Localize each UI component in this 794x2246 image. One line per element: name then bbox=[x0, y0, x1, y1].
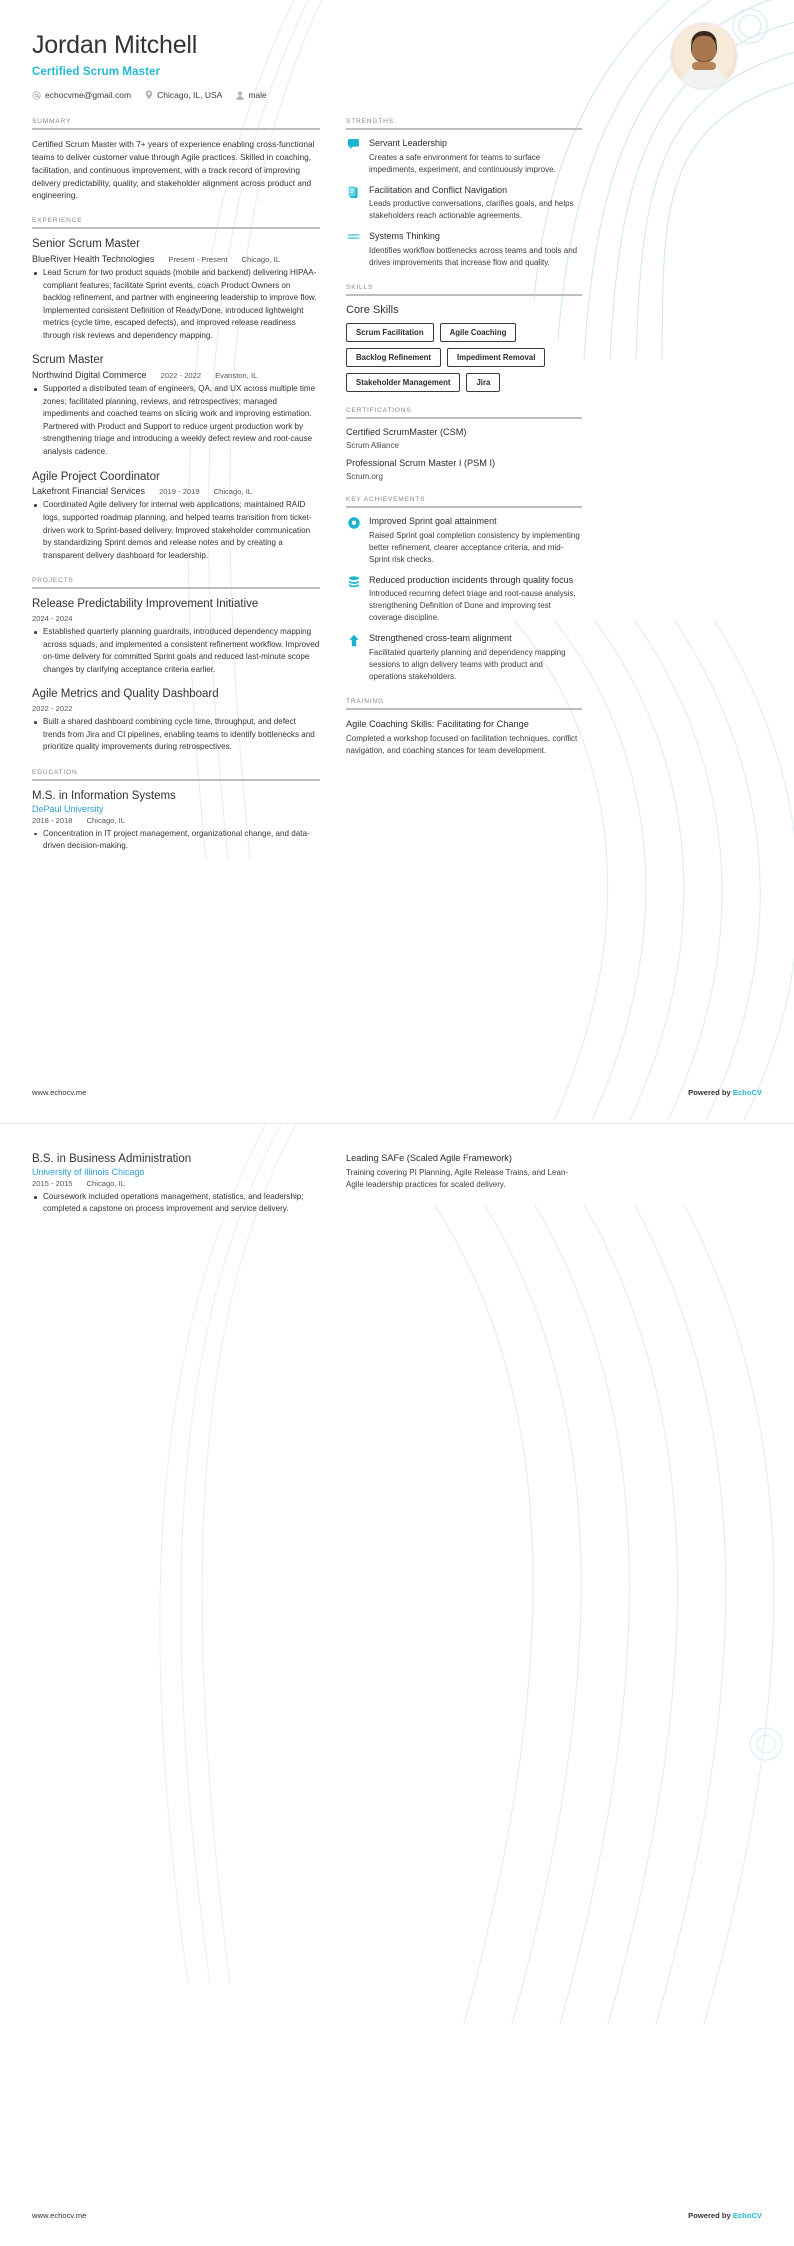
page-title: Jordan Mitchell bbox=[32, 31, 198, 59]
section-certifications bbox=[346, 407, 582, 481]
section-strengths bbox=[346, 118, 582, 269]
strength-desc: Leads productive conversations, clarifies goals, and helps stakeholders reach actionable agreements. bbox=[369, 199, 574, 221]
resume-page-2 bbox=[0, 1123, 794, 2246]
section-training bbox=[346, 698, 582, 757]
entry-dates: 2024 - 2024 bbox=[32, 614, 73, 624]
entry-location: Chicago, IL bbox=[241, 255, 280, 265]
skills-group-title: Core Skills bbox=[346, 304, 399, 317]
section-label-experience: EXPERIENCE bbox=[32, 217, 83, 225]
section-rule bbox=[346, 294, 582, 296]
bullet-item: Concentration in IT project management, organizational change, and data-driven decision-making. bbox=[32, 828, 320, 853]
strength-title: Systems Thinking bbox=[369, 231, 440, 242]
entry-organization: BlueRiver Health Technologies bbox=[32, 254, 155, 265]
bullet-item: Lead Scrum for two product squads (mobile and backend) delivering HIPAA-compliant features; facilitate Sprint events, coach Product Owners on backlog refinement, and partner with engineering leadership to improve flow. Implemented consistent Definition of Ready/Done, introduced lightweight metrics (cycle time, escaped defects), and improved release readiness through risk reviews and dependency mapping. bbox=[32, 267, 320, 342]
section-label-summary: SUMMARY bbox=[32, 118, 72, 125]
email-icon bbox=[32, 91, 41, 100]
entry-location: Chicago, IL bbox=[86, 815, 125, 825]
education-entry bbox=[32, 1152, 320, 1216]
equals-lines-icon bbox=[346, 231, 361, 241]
achievement-desc: Raised Sprint goal completion consistency by implementing better refinement, clearer acceptance criteria, and mid-Sprint risk checks. bbox=[369, 530, 580, 564]
entry-bullets bbox=[32, 626, 320, 676]
experience-entry bbox=[32, 237, 320, 342]
achievement-title: Improved Sprint goal attainment bbox=[369, 515, 497, 526]
contact-email[interactable] bbox=[32, 90, 131, 100]
section-training-continued bbox=[346, 1152, 582, 1191]
training-name: Agile Coaching Skills: Facilitating for Change bbox=[346, 719, 529, 730]
training-desc: Completed a workshop focused on facilitation techniques, conflict navigation, and coaching stances for team development. bbox=[346, 734, 578, 756]
strength-item bbox=[346, 185, 582, 223]
decorative-arcs-left-page2 bbox=[60, 1123, 360, 1984]
speech-bubble-icon bbox=[346, 138, 361, 151]
experience-entry bbox=[32, 470, 320, 563]
right-column bbox=[346, 118, 582, 772]
footer-brand-name: EchoCV bbox=[732, 1088, 762, 1097]
bullet-item: Coordinated Agile delivery for internal web applications; maintained RAID logs, supported roadmap planning, and helped teams transition from ticket-driven work to Sprint-based delivery. Improved stakeholder communication by standardizing Sprint demos and release notes and by creating a transparent delivery dashboard for leadership. bbox=[32, 499, 320, 562]
certification-name: Professional Scrum Master I (PSM I) bbox=[346, 458, 496, 469]
contact-location bbox=[145, 90, 222, 100]
section-label-strengths: STRENGTHS bbox=[346, 118, 394, 125]
person-icon bbox=[236, 91, 244, 100]
entry-organization[interactable]: University of Illinois Chicago bbox=[32, 1166, 145, 1177]
strength-title: Facilitation and Conflict Navigation bbox=[369, 184, 508, 195]
section-rule bbox=[32, 779, 320, 781]
section-label-certifications: CERTIFICATIONS bbox=[346, 407, 412, 415]
strength-item bbox=[346, 138, 582, 176]
entry-dates: 2015 - 2015 bbox=[32, 1178, 73, 1188]
contact-gender bbox=[236, 90, 266, 100]
strength-title: Servant Leadership bbox=[369, 138, 448, 148]
training-item bbox=[346, 718, 582, 757]
entry-organization: Lakefront Financial Services bbox=[32, 486, 146, 497]
achievement-title: Strengthened cross-team alignment bbox=[369, 633, 512, 644]
project-entry bbox=[32, 597, 320, 676]
entry-title: Agile Project Coordinator bbox=[32, 470, 160, 483]
section-experience bbox=[32, 217, 320, 562]
section-rule bbox=[346, 128, 582, 130]
section-rule bbox=[346, 417, 582, 419]
achievement-desc: Introduced recurring defect triage and root-cause analysis, strengthening Definition of Done and improving test coverage discipline. bbox=[369, 589, 576, 623]
contact-row bbox=[32, 90, 762, 100]
strength-desc: Identifies workflow bottlenecks across teams and tools and drives improvements that increase flow and quality. bbox=[369, 246, 578, 268]
certification-item bbox=[346, 458, 582, 481]
entry-location: Chicago, IL bbox=[86, 1178, 125, 1188]
avatar bbox=[670, 22, 738, 90]
project-entry bbox=[32, 687, 320, 754]
section-education bbox=[32, 769, 320, 853]
section-rule bbox=[32, 587, 320, 589]
skill-pill[interactable]: Impediment Removal bbox=[447, 348, 545, 367]
entry-location: Chicago, IL bbox=[213, 487, 253, 497]
job-title: Certified Scrum Master bbox=[32, 66, 161, 78]
contact-gender-text: male bbox=[248, 90, 267, 100]
experience-entry bbox=[32, 353, 320, 458]
entry-title: Scrum Master bbox=[32, 354, 104, 367]
resume-header bbox=[32, 0, 762, 100]
strength-item bbox=[346, 231, 582, 269]
certification-name: Certified ScrumMaster (CSM) bbox=[346, 427, 467, 438]
left-column bbox=[32, 118, 320, 868]
entry-organization: Northwind Digital Commerce bbox=[32, 370, 147, 381]
skill-pill[interactable]: Scrum Facilitation bbox=[346, 323, 434, 342]
entry-bullets bbox=[32, 267, 320, 342]
footer-powered-prefix: Powered by bbox=[688, 1088, 733, 1097]
strength-desc: Creates a safe environment for teams to surface impediments, experiment, and continuously improve. bbox=[369, 152, 556, 174]
achievement-item bbox=[346, 633, 582, 683]
skill-pill[interactable]: Stakeholder Management bbox=[346, 373, 460, 392]
section-label-skills: SKILLS bbox=[346, 284, 374, 292]
entry-bullets bbox=[32, 1191, 320, 1216]
footer-brand bbox=[688, 1088, 762, 1097]
bullet-item: Built a shared dashboard combining cycle time, throughput, and defect trends from Jira and CI pipelines, enabling teams to identify bottlenecks and prioritize quality improvements during retrospectives. bbox=[32, 716, 320, 754]
footer-powered-prefix: Powered by bbox=[688, 2211, 733, 2220]
location-pin-icon bbox=[145, 90, 153, 100]
training-item bbox=[346, 1152, 582, 1191]
entry-dates: Present - Present bbox=[168, 255, 228, 265]
entry-bullets bbox=[32, 716, 320, 754]
page-footer bbox=[32, 2211, 762, 2220]
section-skills bbox=[346, 284, 582, 392]
section-rule bbox=[346, 506, 582, 508]
achievement-item bbox=[346, 516, 582, 566]
certification-item bbox=[346, 427, 582, 450]
decorative-waves-page2 bbox=[394, 1204, 794, 2024]
skill-pill[interactable]: Jira bbox=[466, 373, 500, 392]
certification-issuer: Scrum Alliance bbox=[346, 441, 399, 451]
section-label-projects: PROJECTS bbox=[32, 577, 74, 585]
footer-url[interactable]: www.echocv.me bbox=[32, 1088, 87, 1097]
certification-issuer: Scrum.org bbox=[346, 471, 383, 481]
entry-location: Evanston, IL bbox=[215, 371, 258, 381]
skill-pill-list bbox=[346, 323, 582, 392]
training-desc: Training covering PI Planning, Agile Release Trains, and Lean-Agile leadership practices for scaled delivery. bbox=[346, 1168, 569, 1190]
footer-brand-name: EchoCV bbox=[732, 2211, 762, 2220]
section-summary bbox=[32, 118, 320, 202]
left-column-page2 bbox=[32, 1152, 320, 1231]
section-key-achievements bbox=[346, 496, 582, 683]
section-education-continued bbox=[32, 1152, 320, 1216]
footer-url[interactable]: www.echocv.me bbox=[32, 2211, 87, 2220]
section-label-education: EDUCATION bbox=[32, 768, 78, 776]
entry-organization[interactable]: DePaul University bbox=[32, 803, 104, 814]
entry-title: Senior Scrum Master bbox=[32, 238, 141, 251]
arrow-up-icon bbox=[346, 633, 361, 647]
entry-title: M.S. in Information Systems bbox=[32, 789, 176, 802]
section-label-training: TRAINING bbox=[346, 698, 384, 706]
education-entry bbox=[32, 789, 320, 853]
entry-title: B.S. in Business Administration bbox=[32, 1153, 192, 1165]
entry-dates: 2019 - 2019 bbox=[159, 487, 200, 497]
entry-bullets bbox=[32, 828, 320, 853]
contact-email-text: echocvme@gmail.com bbox=[45, 90, 132, 100]
stack-layers-icon bbox=[346, 575, 361, 589]
achievement-title: Reduced production incidents through quality focus bbox=[369, 574, 574, 585]
summary-text: Certified Scrum Master with 7+ years of experience enabling cross-functional teams to deliver customer value through Agile practices. Skilled in coaching, facilitation, and continuous improvement, with a track record of improving delivery predictability, quality, and stakeholder alignment across product and engineering. bbox=[32, 139, 315, 201]
clipboard-icon bbox=[346, 185, 361, 199]
bullet-item: Supported a distributed team of engineers, QA, and UX across multiple time zones; facilitated planning, reviews, and retrospectives; managed impediments and coached teams on slicing work and improving estimation. Partnered with Product and Support to reduce urgent production work by strengthening triage and introducing a weekly defect review and root-cause analysis cadence. bbox=[32, 383, 320, 458]
footer-brand bbox=[688, 2211, 762, 2220]
contact-location-text: Chicago, IL, USA bbox=[157, 90, 223, 100]
entry-title: Release Predictability Improvement Initiative bbox=[32, 598, 259, 611]
achievement-item bbox=[346, 575, 582, 625]
achievement-desc: Facilitated quarterly planning and dependency mapping sessions to align delivery teams with product and operations stakeholders. bbox=[369, 648, 566, 682]
section-rule bbox=[32, 227, 320, 229]
section-projects bbox=[32, 577, 320, 754]
section-label-achievements: KEY ACHIEVEMENTS bbox=[346, 495, 426, 503]
entry-dates: 2018 - 2018 bbox=[32, 815, 73, 825]
section-rule bbox=[32, 128, 320, 130]
training-name: Leading SAFe (Scaled Agile Framework) bbox=[346, 1153, 512, 1163]
section-rule bbox=[346, 708, 582, 710]
page-footer bbox=[32, 1088, 762, 1097]
entry-dates: 2022 - 2022 bbox=[160, 371, 202, 381]
entry-bullets bbox=[32, 383, 320, 458]
skill-pill[interactable]: Agile Coaching bbox=[440, 323, 517, 342]
entry-dates: 2022 - 2022 bbox=[32, 704, 73, 714]
entry-bullets bbox=[32, 499, 320, 562]
entry-title: Agile Metrics and Quality Dashboard bbox=[32, 688, 219, 701]
bullet-item: Coursework included operations management, statistics, and leadership; completed a capstone on process improvement and service delivery. bbox=[32, 1191, 320, 1216]
right-column-page2 bbox=[346, 1152, 582, 1206]
skill-pill[interactable]: Backlog Refinement bbox=[346, 348, 441, 367]
bullet-item: Established quarterly planning guardrails, introduced dependency mapping across squads, and implemented a consistent refinement workflow. Improved on-time delivery for committed Sprint goals and reduced last-minute scope changes by clarifying acceptance criteria earlier. bbox=[32, 626, 320, 676]
badge-check-icon bbox=[346, 516, 361, 529]
